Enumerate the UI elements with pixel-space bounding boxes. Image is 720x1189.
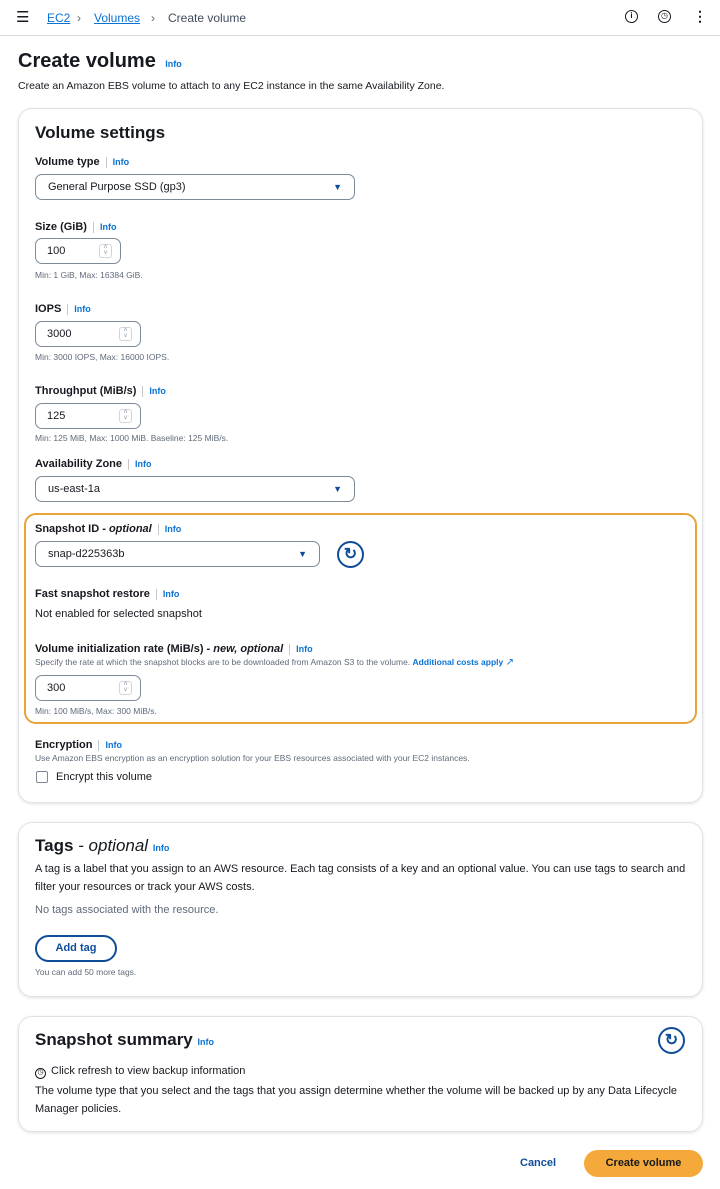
select-value: snap-d225363b bbox=[48, 548, 125, 560]
info-link[interactable]: Info bbox=[74, 304, 91, 314]
label-text: IOPS bbox=[35, 303, 62, 315]
menu-icon[interactable]: ☰ bbox=[16, 9, 30, 26]
encrypt-checkbox[interactable] bbox=[36, 771, 48, 783]
snapshot-summary-title bbox=[35, 1030, 214, 1050]
info-link[interactable]: Info bbox=[99, 222, 117, 232]
label-text: Throughput (MiB/s) bbox=[35, 385, 137, 397]
caret-down-icon: ▼ bbox=[333, 484, 342, 494]
availability-zone-select[interactable] bbox=[35, 476, 355, 502]
spinner-icon[interactable]: ˄ ˅ bbox=[119, 327, 132, 341]
caret-down-icon: ▼ bbox=[298, 549, 307, 559]
add-tag-button[interactable]: Add tag bbox=[35, 935, 117, 962]
encrypt-checkbox-label[interactable]: Encrypt this volume bbox=[56, 771, 152, 783]
page-header bbox=[18, 50, 182, 73]
az-label bbox=[35, 458, 152, 470]
title-text: Tags bbox=[35, 836, 74, 855]
encryption-description: Use Amazon EBS encryption as an encryption solution for your EBS resources associated with your EC2 instances. bbox=[35, 753, 470, 763]
info-icon[interactable]: i bbox=[625, 10, 638, 23]
size-input[interactable] bbox=[35, 238, 121, 264]
info-link[interactable]: Info bbox=[112, 157, 130, 167]
refresh-icon[interactable]: ↻ bbox=[658, 1027, 685, 1054]
select-value: us-east-1a bbox=[48, 483, 100, 495]
page-title: Create volume bbox=[18, 50, 156, 72]
refresh-hint bbox=[35, 1065, 245, 1079]
volume-type-label bbox=[35, 156, 129, 168]
cancel-button[interactable]: Cancel bbox=[520, 1157, 557, 1169]
throughput-label bbox=[35, 385, 166, 397]
more-options-icon[interactable]: ⋮ bbox=[693, 8, 707, 24]
tags-title bbox=[35, 836, 169, 856]
create-volume-button[interactable]: Create volume bbox=[584, 1150, 703, 1177]
label-text: Snapshot ID bbox=[35, 523, 100, 535]
optional-text: - optional bbox=[73, 836, 149, 855]
input-value: 125 bbox=[47, 410, 66, 422]
info-link[interactable]: Info bbox=[296, 644, 313, 654]
label-text: Fast snapshot restore bbox=[35, 588, 150, 600]
init-rate-hint: Min: 100 MiB/s, Max: 300 MiB/s. bbox=[35, 706, 157, 716]
info-link[interactable]: Info bbox=[149, 386, 166, 396]
breadcrumb-current: Create volume bbox=[168, 11, 247, 25]
no-tags-text: No tags associated with the resource. bbox=[35, 904, 219, 916]
info-link[interactable]: Info bbox=[152, 843, 170, 853]
input-value: 300 bbox=[47, 682, 66, 694]
page-subtitle: Create an Amazon EBS volume to attach to any EC2 instance in the same Availability Zone. bbox=[18, 80, 445, 92]
label-text: Volume type bbox=[35, 156, 100, 168]
label-text: Encryption bbox=[35, 739, 93, 751]
clock-icon[interactable]: ◷ bbox=[658, 10, 671, 23]
tags-description: A tag is a label that you assign to an AWS resource. Each tag consists of a key and an optional value. You can use tags to search and filter your resources or track your AWS costs. bbox=[35, 863, 686, 893]
iops-hint: Min: 3000 IOPS, Max: 16000 IOPS. bbox=[35, 352, 170, 362]
external-link-icon: ↗ bbox=[505, 657, 514, 668]
size-hint: Min: 1 GiB, Max: 16384 GiB. bbox=[35, 270, 143, 280]
page-info-link[interactable]: Info bbox=[165, 59, 182, 69]
chevron-right-icon: › bbox=[77, 11, 81, 25]
description-text: Specify the rate at which the snapshot blocks are to be downloaded from Amazon S3 to the volume. bbox=[35, 657, 411, 667]
breadcrumb-ec2[interactable]: EC2 bbox=[47, 11, 71, 25]
optional-text: - optional bbox=[99, 523, 152, 535]
info-link[interactable]: Info bbox=[164, 524, 182, 534]
volume-settings-title: Volume settings bbox=[35, 123, 166, 142]
init-rate-label bbox=[35, 643, 313, 655]
summary-description: The volume type that you select and the tags that you assign determine whether the volume will be backed up by any Data Lifecycle Manager policies. bbox=[35, 1085, 678, 1115]
spinner-icon[interactable]: ˄ ˅ bbox=[119, 409, 132, 423]
throughput-hint: Min: 125 MiB, Max: 1000 MiB. Baseline: 125 MiB/s. bbox=[35, 433, 229, 443]
fast-snapshot-restore-value: Not enabled for selected snapshot bbox=[35, 608, 202, 620]
label-text: Availability Zone bbox=[35, 458, 123, 470]
snapshot-id-select[interactable] bbox=[35, 541, 320, 567]
input-value: 100 bbox=[47, 245, 66, 257]
info-link[interactable]: Info bbox=[197, 1037, 214, 1047]
spinner-icon[interactable]: ˄ ˅ bbox=[99, 244, 112, 258]
init-rate-input[interactable] bbox=[35, 675, 141, 701]
fast-snapshot-restore-label bbox=[35, 588, 179, 600]
label-text: Volume initialization rate (MiB/s) bbox=[35, 643, 204, 655]
info-link[interactable]: Info bbox=[135, 459, 152, 469]
select-value: General Purpose SSD (gp3) bbox=[48, 181, 186, 193]
label-text: Size (GiB) bbox=[35, 221, 87, 233]
chevron-right-icon: › bbox=[151, 11, 155, 25]
title-text: Snapshot summary bbox=[35, 1030, 193, 1049]
refresh-icon[interactable]: ↻ bbox=[337, 541, 364, 568]
init-rate-description bbox=[35, 657, 514, 668]
clock-icon: ◷ bbox=[35, 1068, 46, 1079]
tags-hint: You can add 50 more tags. bbox=[35, 967, 137, 977]
spinner-icon[interactable]: ˄ ˅ bbox=[119, 681, 132, 695]
iops-label bbox=[35, 303, 91, 315]
breadcrumb-volumes[interactable]: Volumes bbox=[94, 11, 141, 25]
info-link[interactable]: Info bbox=[162, 589, 180, 599]
snapshot-id-label bbox=[35, 523, 181, 535]
volume-type-select[interactable] bbox=[35, 174, 355, 200]
throughput-input[interactable] bbox=[35, 403, 141, 429]
input-value: 3000 bbox=[47, 328, 72, 340]
size-label bbox=[35, 221, 116, 233]
iops-input[interactable] bbox=[35, 321, 141, 347]
info-link[interactable]: Info bbox=[105, 740, 122, 750]
caret-down-icon: ▼ bbox=[333, 182, 342, 192]
optional-text: - new, optional bbox=[203, 643, 284, 655]
additional-costs-link[interactable]: Additional costs apply bbox=[412, 657, 504, 667]
refresh-text: Click refresh to view backup information bbox=[51, 1065, 246, 1077]
top-bar bbox=[0, 0, 720, 36]
encryption-label bbox=[35, 739, 122, 751]
